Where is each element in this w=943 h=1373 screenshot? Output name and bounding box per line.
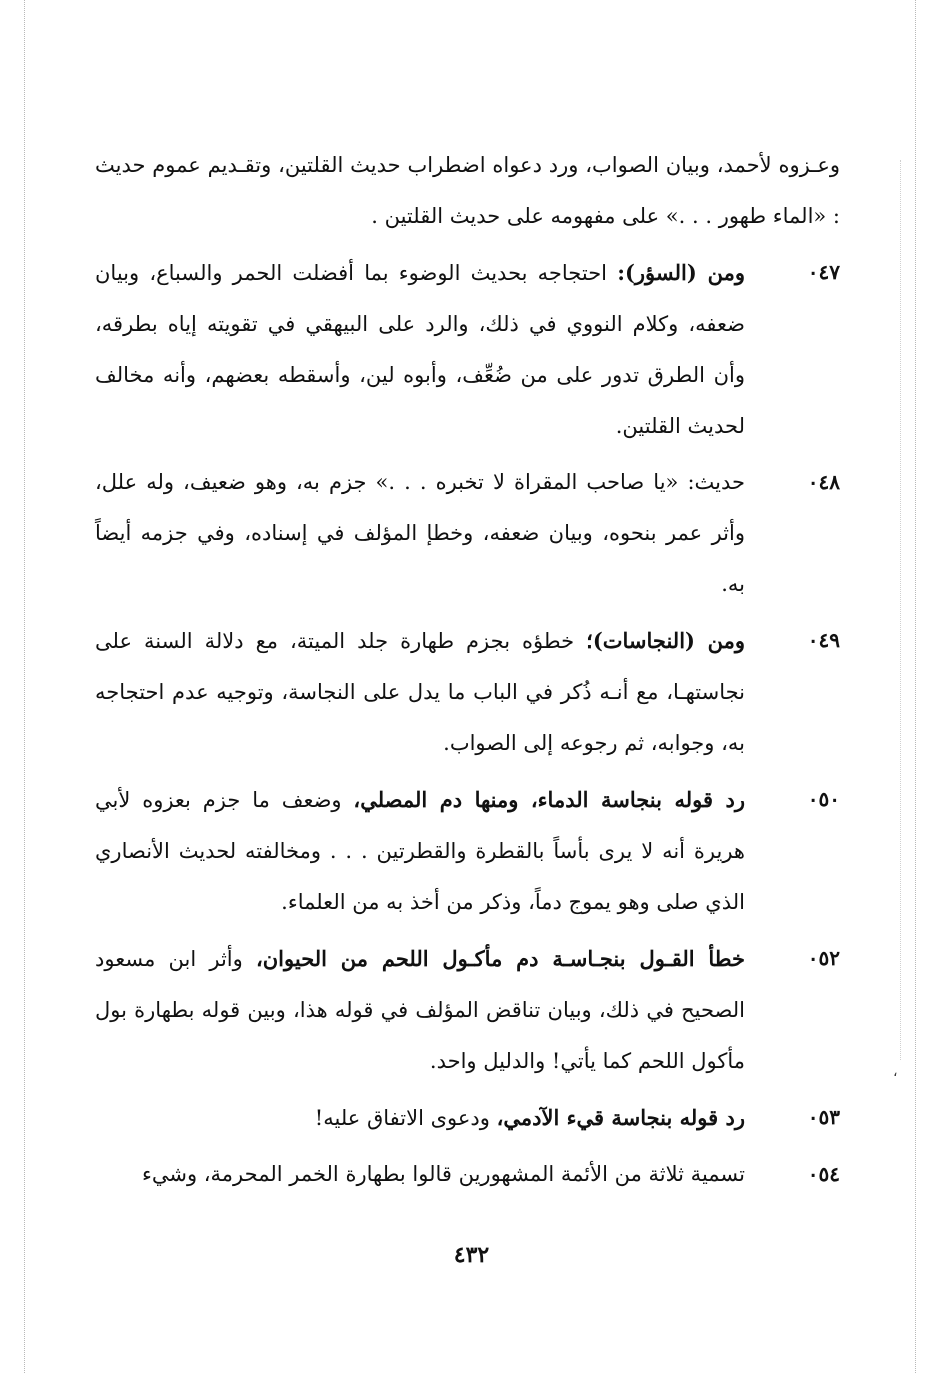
entry-number: ٠٥٠ [807,787,840,811]
entry-lead: رد قوله بنجاسة قيء الآدمي، [496,1105,745,1130]
entry-number: ٠٤٩ [807,628,840,652]
entry-number: ٠٤٨ [807,470,840,494]
entry-047 [95,247,840,452]
scan-edge-left [24,0,25,1373]
entry-lead: ومن (السؤر): [617,260,745,285]
entry-text: ودعوى الاتفاق عليه! [314,1106,497,1130]
entry-048 [95,457,840,610]
entry-number: ٠٥٤ [807,1162,840,1186]
entry-body [95,247,745,452]
entry-053 [95,1092,840,1144]
entry-text: خطؤه بجزم طهارة جلد الميتة، مع دلالة السنة على نجاستهـا، مع أنـه ذُكر في الباب ما يدل على النجاسة، وتوجيه عدم احتجاجه به، وجوابه، ثم رجوعه إلى الصواب. [95,629,745,755]
entry-body [95,615,745,769]
entry-050 [95,774,840,928]
continuation-paragraph [95,140,840,242]
entry-text: «يا صاحب المقراة لا تخبره . . .» جزم به، وهو ضعيف، وله علل، وأثر عمر بنحوه، وبيان ضعفه، وخطإ المؤلف في إسناده، وفي جزمه أيضاً به. [95,470,745,596]
entry-049 [95,615,840,769]
entry-lead: رد قوله بنجاسة الدماء، ومنها دم المصلي، [353,787,745,812]
entry-body [95,1092,745,1144]
entry-lead: خطأ القـول بنجـاسـة دم مأكـول اللحم من الحيوان، [255,946,745,971]
entry-body [95,933,745,1087]
entry-054 [95,1149,840,1200]
entry-body [95,774,745,928]
entry-number: ٠٤٧ [807,260,840,284]
entry-lead: ومن (النجاسات)؛ [586,628,746,653]
entry-text: تسمية ثلاثة من الأئمة المشهورين قالوا بطهارة الخمر المحرمة، وشيء [141,1162,745,1186]
entry-text: احتجاجه بحديث الوضوء بما أفضلت الحمر والسباع، وبيان ضعفه، وكلام النووي في ذلك، والرد على البيهقي في تقويته إياه بطرقه، وأن الطرق تدور على من ضُعِّف، وأبوه لين، وأسقطه بعضهم، وأنه مخالف لحديث القلتين. [95,261,746,438]
scan-edge-inner [900,160,901,1060]
entry-body [95,457,745,610]
page-body [95,140,840,1205]
entry-body [95,1149,745,1200]
entry-text: وضعف ما جزم بعزوه لأبي هريرة أنه لا يرى بأساً بالقطرة والقطرتين . . . ومخالفته لحديث الأنصاري الذي صلى وهو يموج دماً، وذكر من أخذ به من العلماء. [95,788,745,914]
entry-052 [95,933,840,1087]
continuation-text: وعـزوه لأحمد، وبيان الصواب، ورد دعواه اضطراب حديث القلتين، وتقـديم عموم حديث : «الماء طهور . . .» على مفهومه على حديث القلتين . [95,153,840,228]
entry-number: ٠٥٢ [807,946,840,970]
page-number: ٤٣٢ [453,1242,490,1268]
entry-lead: حديث: [687,470,745,494]
entry-text: وأثر ابن مسعود الصحيح في ذلك، وبيان تناقض المؤلف في قوله هذا، وبين قوله بطهارة بول مأكول اللحم كما يأتي! والدليل واحد. [95,947,745,1073]
entry-number: ٠٥٣ [807,1105,840,1129]
margin-mark: ، [893,1064,898,1080]
scan-edge-right [915,0,916,1373]
